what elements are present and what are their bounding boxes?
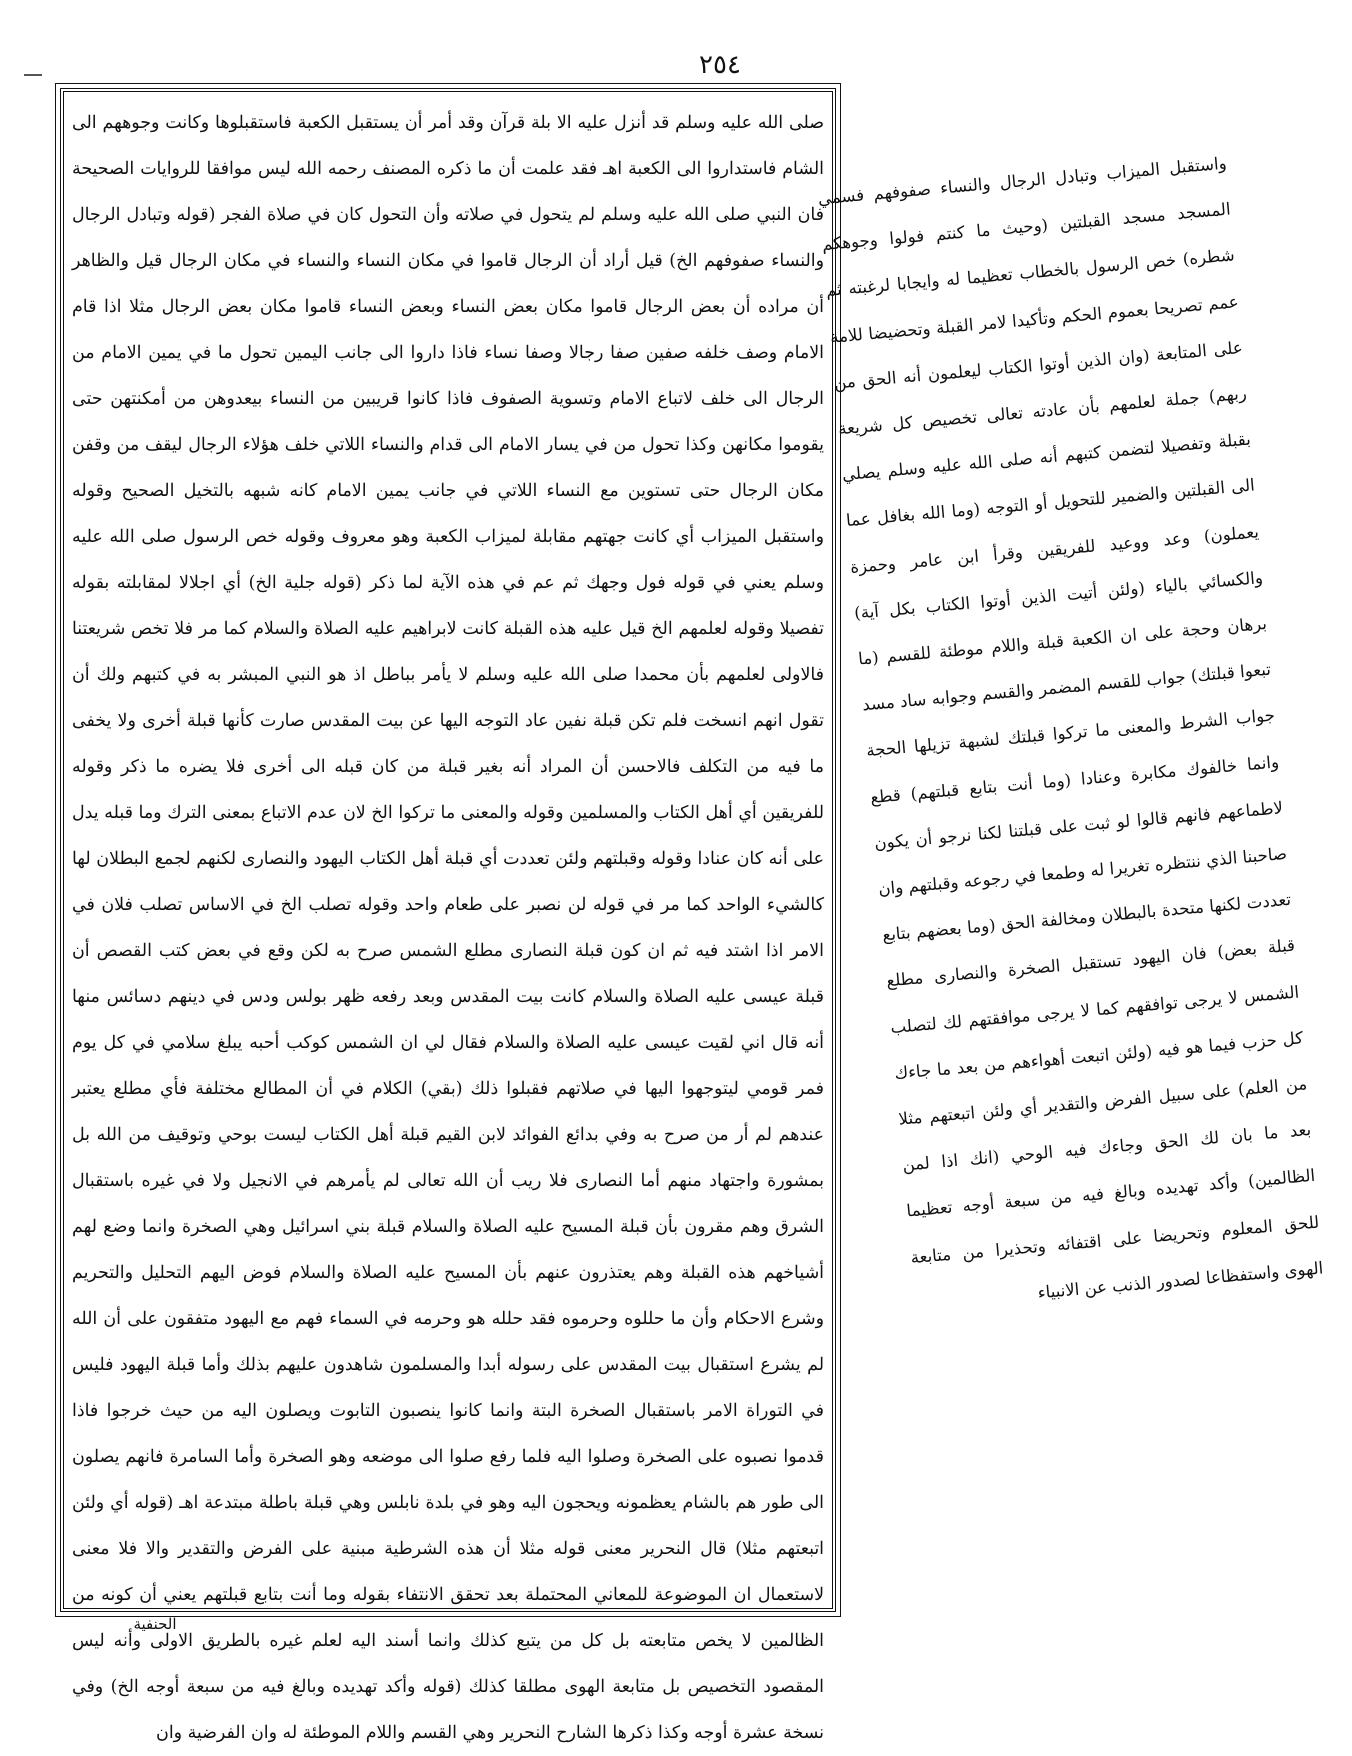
catchword: الحنفية: [133, 1615, 177, 1633]
marginal-column: [816, 141, 1352, 1631]
page-number: ٢٥٤: [699, 50, 741, 80]
main-commentary-paragraph: صلى الله عليه وسلم قد أنزل عليه الا بلة قرآن وقد أمر أن يستقبل الكعبة فاستقبلوها وكانت وجوههم الى الشام فاستداروا الى الكعبة اهـ فقد علمت أن ما ذكره المصنف رحمه الله ليس موافقا للروايات الصحيحة فان النبي صلى الله عليه وسلم لم يتحول في صلاته وأن التحول كان في صلاة الفجر (قوله وتبادل الرجال والنساء صفوفهم الخ) قيل أراد أن الرجال قاموا في مكان النساء والنساء في مكان الرجال قيل والظاهر أن مراده أن بعض الرجال قاموا مكان بعض النساء وبعض النساء قاموا مكان بعض الرجال مثلا اذا قام الامام وصف خلفه صفين صفا رجالا وصفا نساء فاذا داروا الى جانب اليمين تحول ما في يمين الامام من الرجال الى خلف لاتباع الامام وتسوية الصفوف فاذا كانوا قريبين من النساء بيعدوهن من أمكنتهن حتى يقوموا مكانهن وكذا تحول من في يسار الامام الى قدام والنساء اللاتي خلف هؤلاء الرجال ليقف من وقفن مكان الرجال حتى تستوين مع النساء اللاتي في جانب يمين الامام كانه شبهه بالتخيل الصحيح وقوله واستقبل الميزاب أي كانت جهتهم مقابلة لميزاب الكعبة وهو معروف وقوله خص الرسول صلى الله عليه وسلم يعني في قوله فول وجهك ثم عم في هذه الآية لما ذكر (قوله جلية الخ) أي اجلالا لمقابلته بقوله تفصيلا وقوله لعلمهم الخ قيل عليه هذه القبلة كانت لابراهيم عليه الصلاة والسلام كما مر فلا تخص شريعتنا فالاولى لعلمهم بأن محمدا صلى الله عليه وسلم لا يأمر بباطل اذ هو النبي المبشر به في كتبهم ولك أن تقول انهم انسخت فلم تكن قبلة نفين عاد التوجه اليها عن بيت المقدس صارت كأنها قبلة أخرى ولا يخفى ما فيه من التكلف فالاحسن أن المراد أنه بغير قبلة من كان قبله الى أخرى فلا يضره ما ذكر وقوله للفريقين أي أهل الكتاب والمسلمين وقوله والمعنى ما تركوا الخ لان عدم الاتباع بمعنى الترك وما قبله يدل على أنه كان عنادا وقوله وقبلتهم ولئن تعددت أي قبلة أهل الكتاب اليهود والنصارى لكنهم لجمع البطلان لها كالشيء الواحد كما مر في قوله لن نصبر على طعام واحد وقوله تصلب الخ في الاساس تصلب فلان في الامر اذا اشتد فيه ثم ان كون قبلة النصارى مطلع الشمس صرح به لكن وقع في بعض كتب القصص أن قبلة عيسى عليه الصلاة والسلام كانت بيت المقدس وبعد رفعه ظهر بولس ودس في دينهم دسائس منها أنه قال اني لقيت عيسى عليه الصلاة والسلام فقال لي ان الشمس كوكب أحبه يبلغ سلامي في كل يوم فمر قومي ليتوجهوا اليها في صلاتهم فقبلوا ذلك (بقي) الكلام في أن المطالع مختلفة فأي مطلع يعتبر عندهم لم أر من صرح به وفي بدائع الفوائد لابن القيم قبلة أهل الكتاب ليست بوحي وتوقيف من الله بل بمشورة واجتهاد منهم أما النصارى فلا ريب أن الله تعالى لم يأمرهم في الانجيل ولا في غيره باستقبال الشرق وهم مقرون بأن قبلة المسيح عليه الصلاة والسلام قبلة بني اسرائيل وهي الصخرة وانما وضع لهم أشياخهم هذه القبلة وهم يعتذرون عنهم بأن المسيح عليه الصلاة والسلام فوض اليهم التحليل والتحريم وشرع الاحكام وأن ما حللوه وحرموه فقد حلله هو وحرمه في السماء فهم مع اليهود متفقون على أن الله لم يشرع استقبال بيت المقدس على رسوله أبدا والمسلمون شاهدون عليهم بذلك وأما قبلة اليهود فليس في التوراة الامر باستقبال الصخرة البتة وانما كانوا ينصبون التابوت ويصلون اليه من حيث خرجوا فاذا قدموا نصبوه على الصخرة وصلوا اليه فلما رفع صلوا الى موضعه وهو الصخرة وأما السامرة فانهم يصلون الى طور هم بالشام يعظمونه ويحجون اليه وهو في بلدة نابلس وهي قبلة باطلة مبتدعة اهـ (قوله أي ولئن اتبعتهم مثلا) قال النحرير معنى قوله مثلا أن هذه الشرطية مبنية على الفرض والتقدير والا فلا معنى لاستعمال ان الموضوعة للمعاني المحتملة بعد تحقق الانتفاء بقوله وما أنت بتابع قبلتهم يعني أن كونه من الظالمين لا يخص متابعته بل كل من يتبع كذلك وانما أسند اليه لعلم غيره بالطريق الاولى وأنه ليس المقصود التخصيص بل متابعة الهوى مطلقا كذلك (قوله وأكد تهديده وبالغ فيه من سبعة أوجه الخ) وفي نسخة عشرة أوجه وكذا ذكرها الشارح النحرير وهي القسم واللام الموطئة له وان الفرضية وان: [72, 113, 824, 1743]
marginal-tafsir-text: [816, 141, 1350, 1611]
marginal-paragraph: واستقبل الميزاب وتبادل الرجال والنساء صفوفهم فسمي المسجد مسجد القبلتين (وحيث ما كنتم فولوا وجوهكم شطره) خص الرسول بالخطاب تعظيما له وايجابا لرغبته ثم عمم تصريحا بعموم الحكم وتأكيدا لامر القبلة وتحضيضا للامة على المتابعة (وان الذين أوتوا الكتاب ليعلمون أنه الحق من ربهم) جملة لعلمهم بأن عادته تعالى تخصيص كل شريعة بقبلة وتفصيلا لتضمن كتبهم أنه صلى الله عليه وسلم يصلي الى القبلتين والضمير للتحويل أو التوجه (وما الله بغافل عما يعملون) وعد ووعيد للفريقين وقرأ ابن عامر وحمزة والكسائي بالياء (ولئن أتيت الذين أوتوا الكتاب بكل آية) برهان وحجة على ان الكعبة قبلة واللام موطئة للقسم (ما تبعوا قبلتك) جواب للقسم المضمر والقسم وجوابه ساد مسد جواب الشرط والمعنى ما تركوا قبلتك لشبهة تزيلها الحجة وانما خالفوك مكابرة وعنادا (وما أنت بتابع قبلتهم) قطع لاطماعهم فانهم قالوا لو ثبت على قبلتنا لكنا نرجو أن يكون صاحبنا الذي ننتظره تغريرا له وطمعا في رجوعه وقبلتهم وان تعددت لكنها متحدة بالبطلان ومخالفة الحق (وما بعضهم بتابع قبلة بعض) فان اليهود تستقبل الصخرة والنصارى مطلع الشمس لا يرجى توافقهم كما لا يرجى موافقتهم لك لتصلب كل حزب فيما هو فيه (ولئن اتبعت أهواءهم من بعد ما جاءك من العلم) على سبيل الفرض والتقدير أي ولئن اتبعتهم مثلا بعد ما بان لك الحق وجاءك فيه الوحي (انك اذا لمن الظالمين) وأكد تهديده وبالغ فيه من سبعة أوجه تعظيما للحق المعلوم وتحريضا على اقتفائه وتحذيرا من متابعة الهوى واستفظاعا لصدور الذنب عن الانبياء: [817, 153, 1324, 1303]
margin-dash: [24, 74, 42, 76]
